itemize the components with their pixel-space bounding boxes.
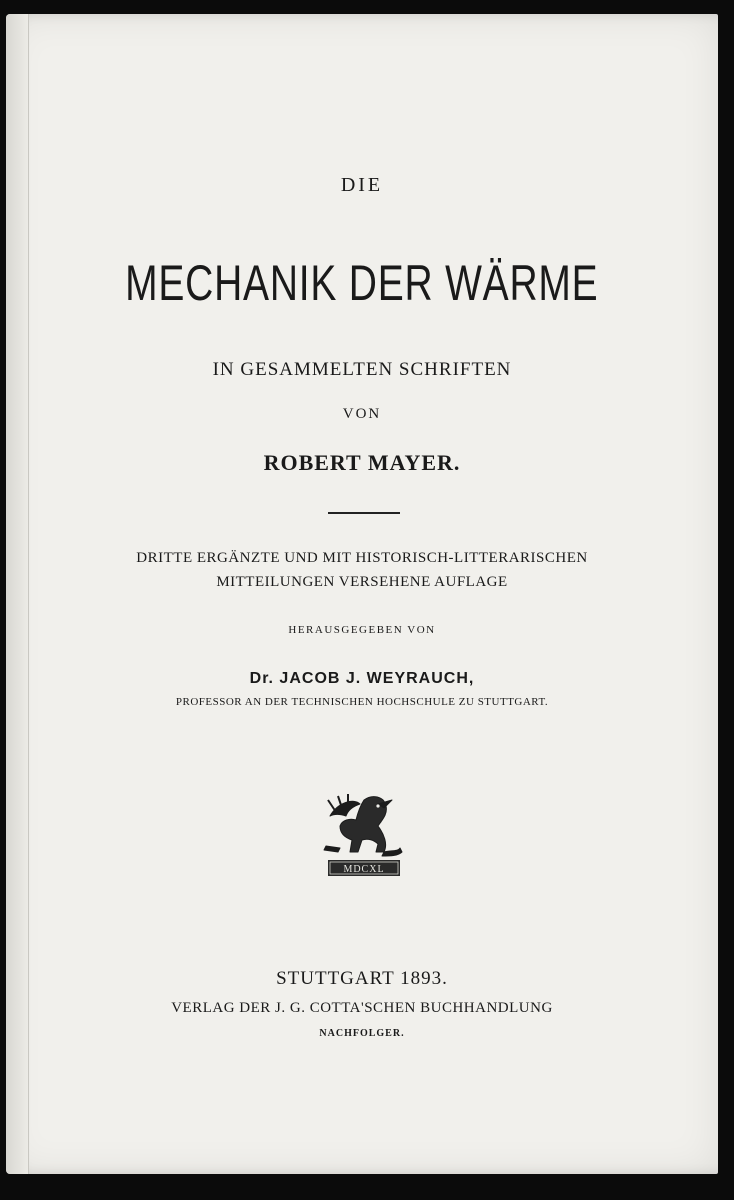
edition-line-2: MITTEILUNGEN VERSEHENE AUFLAGE (216, 574, 508, 590)
subtitle: IN GESAMMELTEN SCHRIFTEN (212, 359, 512, 380)
title-page (6, 14, 718, 1174)
edition-line-1: DRITTE ERGÄNZTE UND MIT HISTORISCH-LITTERARISCHEN (136, 550, 588, 566)
edited-by: HERAUSGEGEBEN VON (288, 624, 436, 636)
publisher: VERLAG DER J. G. COTTA'SCHEN BUCHHANDLUNG (171, 1000, 553, 1016)
author-name: ROBERT MAYER. (263, 450, 461, 475)
editor-name: Dr. JACOB J. WEYRAUCH, (249, 670, 475, 687)
title-page-content (6, 14, 718, 1174)
place-year: STUTTGART 1893. (276, 968, 448, 989)
griffin-icon (318, 790, 410, 882)
publisher-suffix: NACHFOLGER. (319, 1028, 405, 1039)
printer-mark-plaque: MDCXL (343, 864, 385, 875)
main-title: MECHANIK DER WÄRME (125, 255, 599, 311)
title-article: DIE (340, 174, 384, 196)
divider-rule (328, 512, 400, 514)
editor-position: PROFESSOR AN DER TECHNISCHEN HOCHSCHULE ZU STUTTGART. (175, 696, 549, 708)
by-line: VON (342, 406, 382, 422)
